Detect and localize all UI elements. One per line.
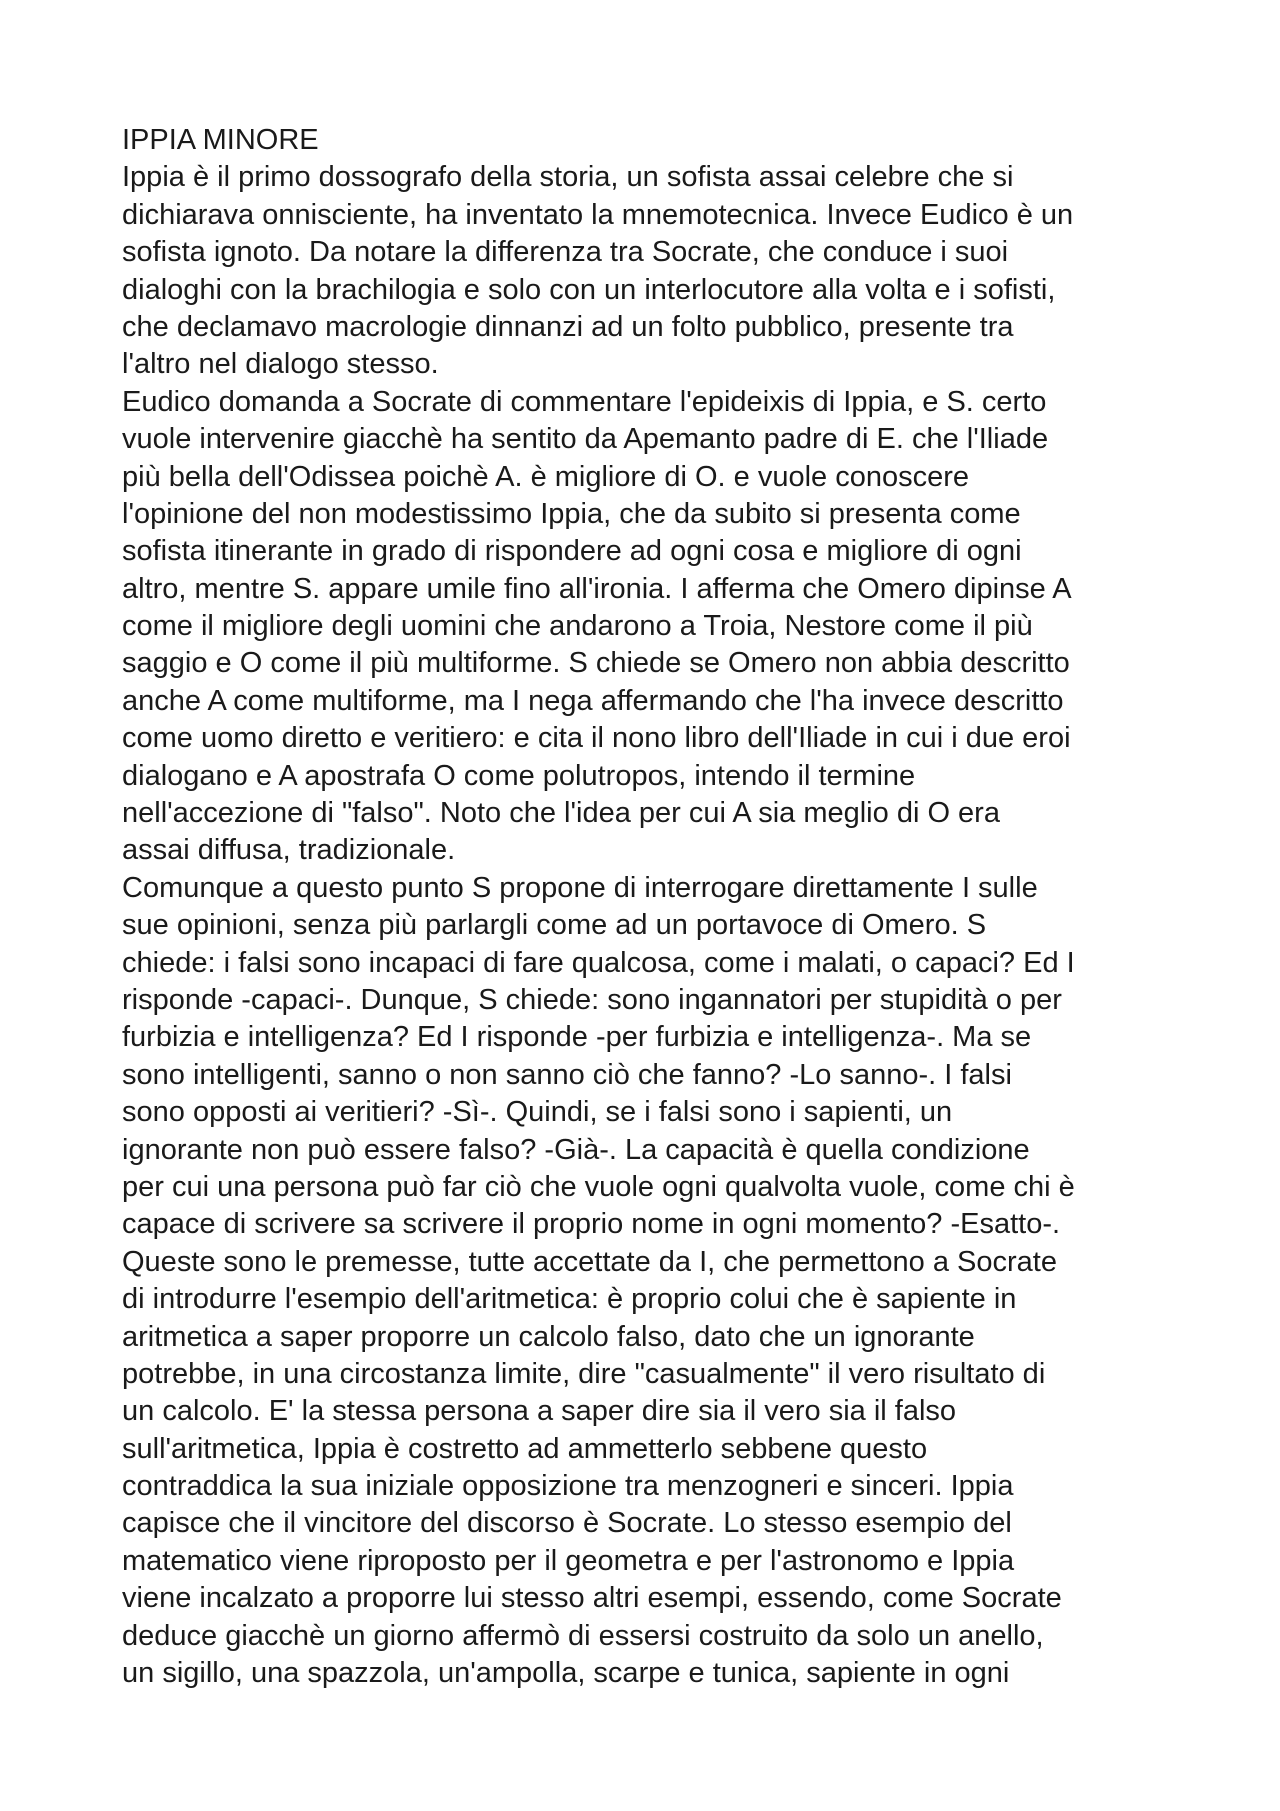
text-line: come uomo diretto e veritiero: e cita il nono libro dell'Iliade in cui i due eroi xyxy=(122,722,1071,755)
text-line: per cui una persona può far ciò che vuole ogni qualvolta vuole, come chi è xyxy=(122,1170,1075,1203)
text-line: aritmetica a saper proporre un calcolo falso, dato che un ignorante xyxy=(122,1320,975,1353)
text-line: dialogano e A apostrafa O come polutropos, intendo il termine xyxy=(122,759,916,792)
text-line: un sigillo, una spazzola, un'ampolla, scarpe e tunica, sapiente in ogni xyxy=(122,1657,1010,1690)
text-line: Queste sono le premesse, tutte accettate da I, che permettono a Socrate xyxy=(122,1245,1057,1278)
text-line: vuole intervenire giacchè ha sentito da Apemanto padre di E. che l'Iliade xyxy=(122,423,1049,456)
text-line: anche A come multiforme, ma I nega affermando che l'ha invece descritto xyxy=(122,684,1064,717)
text-line: Eudico domanda a Socrate di commentare l'epideixis di Ippia, e S. certo xyxy=(122,385,1047,418)
text-line: matematico viene riproposto per il geometra e per l'astronomo e Ippia xyxy=(122,1544,1015,1577)
text-line: che declamavo macrologie dinnanzi ad un folto pubblico, presente tra xyxy=(122,310,1014,343)
text-line: deduce giacchè un giorno affermò di essersi costruito da solo un anello, xyxy=(122,1619,1044,1652)
text-line: capace di scrivere sa scrivere il proprio nome in ogni momento? -Esatto-. xyxy=(122,1208,1061,1241)
text-line: contraddica la sua iniziale opposizione tra menzogneri e sinceri. Ippia xyxy=(122,1470,1014,1503)
text-line: viene incalzato a proporre lui stesso altri esempi, essendo, come Socrate xyxy=(122,1582,1062,1615)
text-line: nell'accezione di "falso". Noto che l'idea per cui A sia meglio di O era xyxy=(122,797,1000,830)
text-line: capisce che il vincitore del discorso è Socrate. Lo stesso esempio del xyxy=(122,1507,1012,1540)
text-line: dialoghi con la brachilogia e solo con un interlocutore alla volta e i sofisti, xyxy=(122,273,1056,306)
text-line: potrebbe, in una circostanza limite, dire "casualmente" il vero risultato di xyxy=(122,1357,1046,1390)
text-line: risponde -capaci-. Dunque, S chiede: sono ingannatori per stupidità o per xyxy=(122,983,1062,1016)
text-line: assai diffusa, tradizionale. xyxy=(122,834,456,867)
text-line: sofista itinerante in grado di rispondere ad ogni cosa e migliore di ogni xyxy=(122,535,1022,568)
text-line: sue opinioni, senza più parlargli come ad un portavoce di Omero. S xyxy=(122,909,987,942)
text-line: Comunque a questo punto S propone di interrogare direttamente I sulle xyxy=(122,871,1038,904)
text-line: l'opinione del non modestissimo Ippia, che da subito si presenta come xyxy=(122,497,1021,530)
text-line: furbizia e intelligenza? Ed I risponde -per furbizia e intelligenza-. Ma se xyxy=(122,1021,1032,1054)
text-line: altro, mentre S. appare umile fino all'ironia. I afferma che Omero dipinse A xyxy=(122,572,1072,605)
text-line: sono opposti ai veritieri? -Sì-. Quindi, se i falsi sono i sapienti, un xyxy=(122,1096,953,1129)
document-title: IPPIA MINORE xyxy=(122,124,319,156)
text-line: chiede: i falsi sono incapaci di fare qualcosa, come i malati, o capaci? Ed I xyxy=(122,946,1075,979)
text-line: come il migliore degli uomini che andarono a Troia, Nestore come il più xyxy=(122,610,1033,643)
text-line: di introdurre l'esempio dell'aritmetica: è proprio colui che è sapiente in xyxy=(122,1283,1017,1316)
text-line: più bella dell'Odissea poichè A. è migliore di O. e vuole conoscere xyxy=(122,460,970,493)
text-line: sono intelligenti, sanno o non sanno ciò che fanno? -Lo sanno-. I falsi xyxy=(122,1058,1012,1091)
text-line: saggio e O come il più multiforme. S chiede se Omero non abbia descritto xyxy=(122,647,1070,680)
text-line: Ippia è il primo dossografo della storia, un sofista assai celebre che si xyxy=(122,161,1014,194)
document-page xyxy=(122,122,1182,1692)
text-line: sull'aritmetica, Ippia è costretto ad ammetterlo sebbene questo xyxy=(122,1432,928,1465)
text-line: sofista ignoto. Da notare la differenza tra Socrate, che conduce i suoi xyxy=(122,236,1009,269)
text-line: ignorante non può essere falso? -Già-. La capacità è quella condizione xyxy=(122,1133,1030,1166)
text-line: l'altro nel dialogo stesso. xyxy=(122,348,439,381)
text-line: dichiarava onnisciente, ha inventato la mnemotecnica. Invece Eudico è un xyxy=(122,198,1074,231)
text-line: un calcolo. E' la stessa persona a saper dire sia il vero sia il falso xyxy=(122,1395,957,1428)
